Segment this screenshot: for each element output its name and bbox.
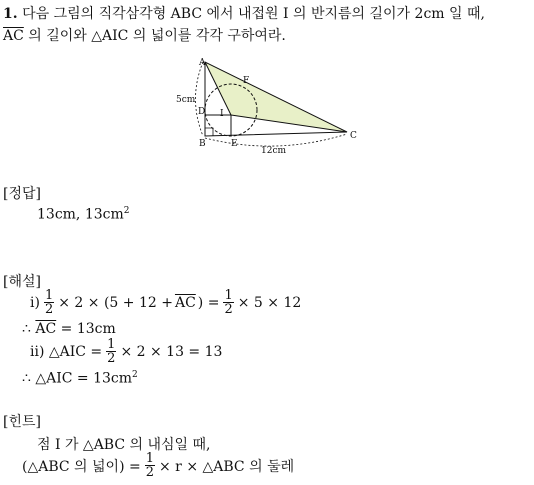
segment-ac: $\overline{AC}$ <box>35 321 57 337</box>
step-2-end: × 2 × 13 = 13 <box>120 343 223 360</box>
right-angle-mark <box>205 128 213 136</box>
problem-text-2: 의 길이와 △AIC 의 넓이를 각각 구하여라. <box>23 28 286 44</box>
problem-line-2 <box>3 25 286 45</box>
explanation-line-2 <box>22 321 116 337</box>
problem-number: 1. <box>3 6 18 22</box>
answer-exponent: 2 <box>123 206 130 216</box>
step-1-close: ) = <box>197 294 220 311</box>
area-result: ∴ △AIC = 13cm <box>22 370 133 387</box>
hint-line-2 <box>22 452 294 479</box>
fraction-half: $\frac{1}{2}$ <box>107 337 116 366</box>
fraction-half: $\frac{1}{2}$ <box>224 288 233 317</box>
triangle-figure <box>170 52 370 157</box>
hint-heading: [힌트] <box>3 414 41 430</box>
label-ab-length: 5cm <box>176 95 196 105</box>
label-a: A <box>199 58 206 68</box>
area-exponent: 2 <box>132 370 138 380</box>
step-1-end: × 5 × 12 <box>237 294 302 311</box>
label-e: E <box>231 139 238 149</box>
brace-ab <box>196 62 204 136</box>
segment-ac: $\overline{AC}$ <box>3 28 24 44</box>
hint-line-1: 점 I 가 △ABC 의 내심일 때, <box>37 437 211 453</box>
hint-formula-left: (△ABC 의 넓이) = <box>22 458 141 475</box>
label-d: D <box>198 107 206 117</box>
explanation-line-3 <box>30 338 222 365</box>
label-b: B <box>199 139 206 149</box>
problem-line-1 <box>3 3 485 23</box>
label-i: I <box>220 109 224 119</box>
explanation-line-4 <box>22 370 138 387</box>
ac-result: = 13cm <box>56 321 116 337</box>
label-bc-length: 12cm <box>261 146 287 156</box>
therefore-symbol: ∴ <box>22 321 31 337</box>
answer-text: 13cm, 13cm <box>37 206 124 223</box>
step-1-marker: ⅰ) <box>30 294 40 311</box>
fraction-half: $\frac{1}{2}$ <box>44 288 54 317</box>
problem-text-1: 다음 그림의 직각삼각형 ABC 에서 내접원 I 의 반지름의 길이가 2cm 일 때, <box>22 6 485 22</box>
segment-ac: $\overline{AC}$ <box>174 294 196 311</box>
step-2-prefix: ⅱ) △AIC = <box>30 343 103 360</box>
answer-heading: [정답] <box>3 186 41 202</box>
explanation-line-1 <box>30 289 301 316</box>
hint-formula-right: × r × △ABC 의 둘레 <box>159 458 295 475</box>
label-f: F <box>243 76 250 86</box>
fraction-half: $\frac{1}{2}$ <box>145 451 154 480</box>
answer-line <box>37 206 130 223</box>
label-c: C <box>350 131 357 141</box>
step-1-mid: × 2 × (5 + 12 + <box>58 294 173 311</box>
explanation-heading: [해설] <box>3 274 41 290</box>
